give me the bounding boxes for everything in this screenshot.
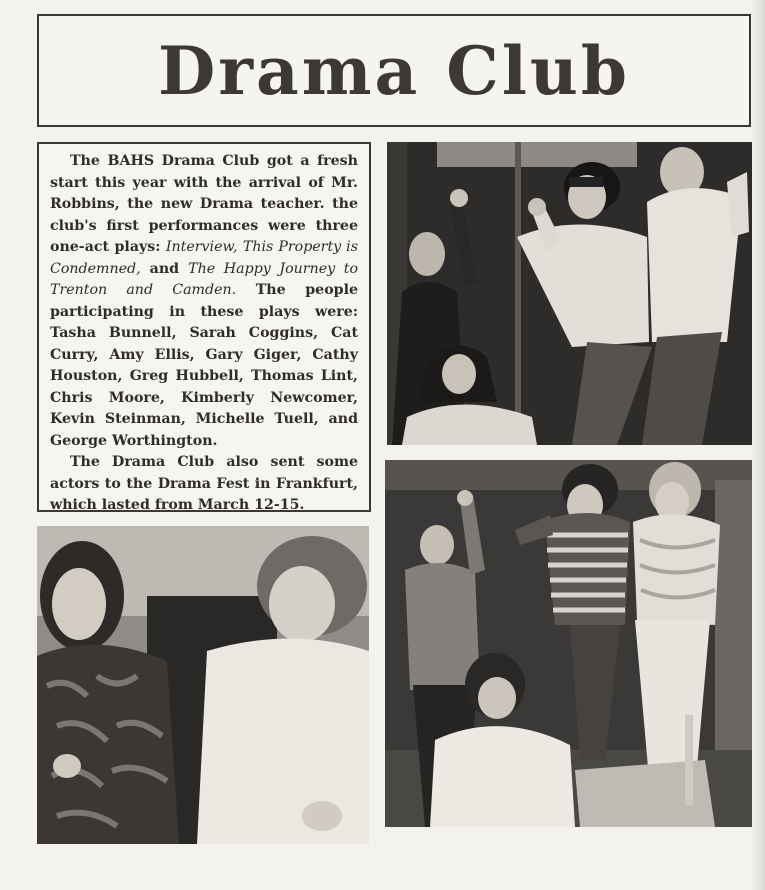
photo-group-on-chair-image xyxy=(385,460,752,827)
photo-two-girls xyxy=(37,526,369,844)
photo-students-posing xyxy=(387,142,752,445)
play-title-this-property: This Property is Condemned, xyxy=(50,239,358,277)
page-edge-shadow xyxy=(751,0,765,890)
play-title-interview: Interview, xyxy=(165,239,238,255)
article-intro-text: The BAHS Drama Club got a fresh start this year with the arrival of Mr. Robbins, the new Drama teacher. the club's first performances were three one-act plays: xyxy=(50,153,358,255)
article-conjunction: and xyxy=(140,260,189,277)
article-text-box xyxy=(37,142,371,512)
photo-students-posing-image xyxy=(387,142,752,445)
photo-group-on-chair xyxy=(385,460,752,827)
article-participants-text: The people participating in these plays were: Tasha Bunnell, Sarah Coggins, Cat Curry, Amy Ellis, Gary Giger, Cathy Houston, Greg Hubbell, Thomas Lint, Chris Moore, Kimberly Newcomer, Kevin Steinman, Michelle Tuell, and George Worthington. xyxy=(50,282,358,449)
title-box xyxy=(37,14,751,127)
article-paragraph-2: The Drama Club also sent some actors to the Drama Fest in Frankfurt, which lasted from March 12-15. xyxy=(50,454,358,513)
photo-two-girls-image xyxy=(37,526,369,844)
article-paragraph-1 xyxy=(50,151,358,452)
play-title-happy-journey: The Happy Journey to Trenton and Camden. xyxy=(50,260,358,298)
page-title: Drama Club xyxy=(157,31,631,110)
